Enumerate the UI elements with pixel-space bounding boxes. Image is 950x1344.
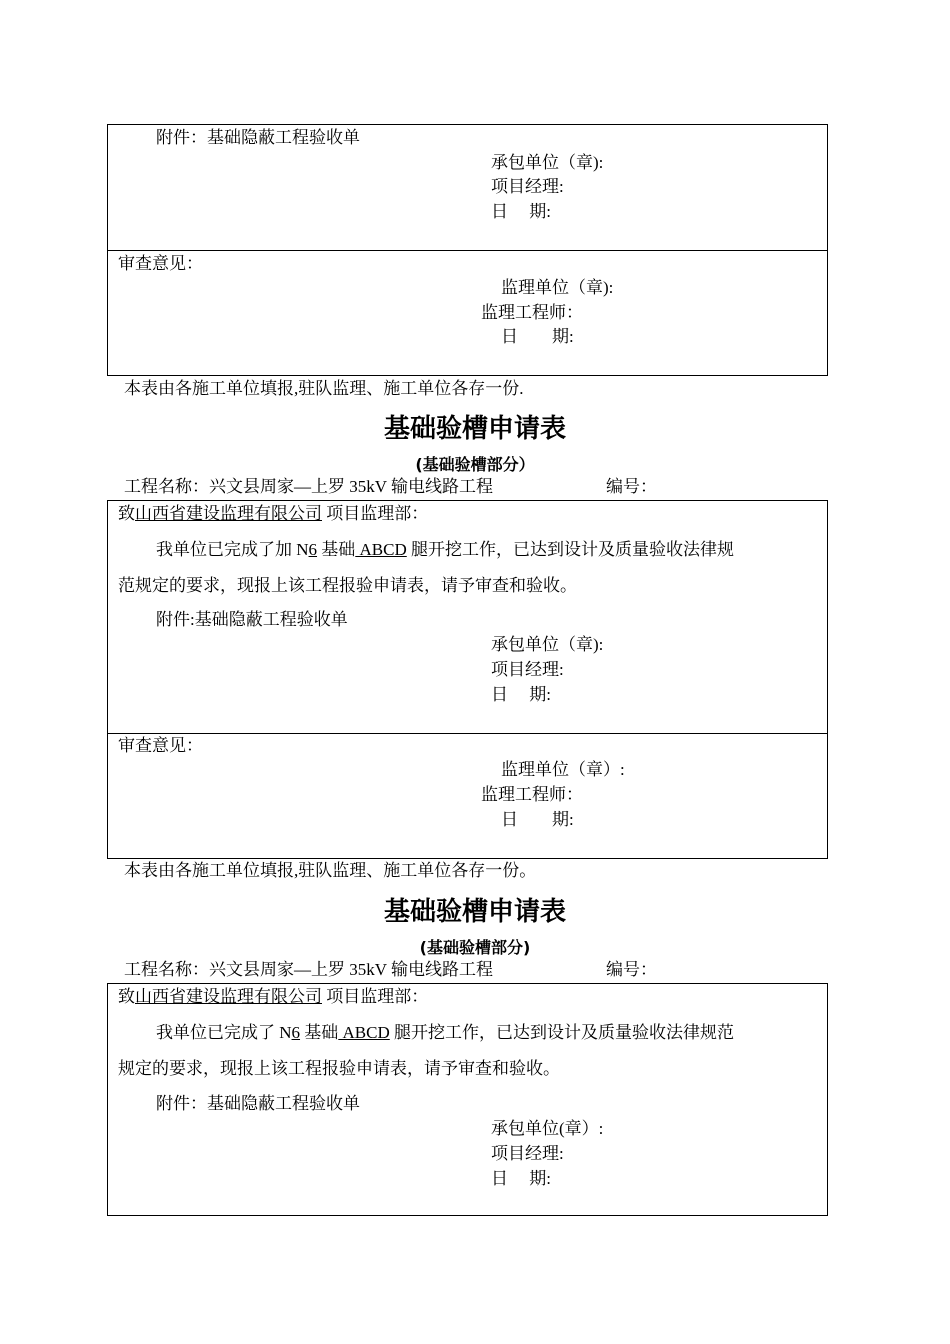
serial-number-label: 编号：: [606, 477, 657, 496]
serial-number-label: 编号：: [606, 960, 657, 979]
tower-number: 6: [308, 540, 318, 559]
date-label: 日 期:: [491, 1169, 551, 1188]
review-opinion-label: 审查意见：: [118, 254, 203, 273]
divider: [108, 250, 827, 251]
contractor-seal-label: 承包单位（章):: [491, 635, 604, 654]
legs-code: ABCD: [355, 540, 407, 559]
attachment-text: 附件:基础隐蔽工程验收单: [156, 610, 348, 629]
form-box-2: [107, 500, 828, 859]
date-label: 日 期:: [491, 685, 551, 704]
form-title: 基础验槽申请表: [383, 897, 566, 927]
project-name: 工程名称：兴文县周家—上罗 35kV 输电线路工程: [124, 960, 493, 979]
supervisor-seal-label: 监理单位（章）:: [501, 760, 625, 779]
footnote: 本表由各施工单位填报,驻队监理、施工单位各存一份.: [124, 379, 524, 398]
addressee-line: 致山西省建设监理有限公司 项目监理部：: [118, 987, 429, 1006]
form-subtitle: (基础验槽部分）: [415, 455, 535, 474]
supervision-company: 山西省建设监理有限公司: [135, 504, 322, 523]
divider: [108, 733, 827, 734]
supervisor-seal-label: 监理单位（章):: [501, 278, 614, 297]
supervision-company: 山西省建设监理有限公司: [135, 987, 322, 1006]
project-name: 工程名称：兴文县周家—上罗 35kV 输电线路工程: [124, 477, 493, 496]
body-line-2: 规定的要求，现报上该工程报验申请表，请予审查和验收。: [118, 1059, 560, 1078]
body-line-1: 我单位已完成了加 N6 基础 ABCD 腿开挖工作，已达到设计及质量验收法律规: [156, 540, 735, 559]
contractor-seal-label: 承包单位（章):: [491, 153, 604, 172]
date-label: 日 期:: [491, 202, 551, 221]
supervisor-date-label: 日 期:: [501, 327, 574, 346]
form-box-3: [107, 983, 828, 1216]
tower-number: 6: [291, 1023, 301, 1042]
project-manager-label: 项目经理:: [491, 177, 564, 196]
legs-code: ABCD: [338, 1023, 390, 1042]
body-line-2: 范规定的要求，现报上该工程报验申请表，请予审查和验收。: [118, 576, 577, 595]
supervisor-engineer-label: 监理工程师：: [481, 785, 583, 804]
contractor-seal-label: 承包单位(章）:: [491, 1119, 604, 1138]
body-line-1: 我单位已完成了 N6 基础 ABCD 腿开挖工作，已达到设计及质量验收法律规范: [156, 1023, 735, 1042]
attachment-text: 附件：基础隐蔽工程验收单: [156, 128, 360, 147]
supervisor-date-label: 日 期:: [501, 810, 574, 829]
form-title: 基础验槽申请表: [383, 414, 566, 444]
footnote: 本表由各施工单位填报,驻队监理、施工单位各存一份。: [124, 861, 537, 880]
form-box-1: [107, 124, 828, 376]
supervisor-engineer-label: 监理工程师：: [481, 303, 583, 322]
form-subtitle: (基础验槽部分): [419, 938, 531, 957]
project-manager-label: 项目经理:: [491, 660, 564, 679]
addressee-line: 致山西省建设监理有限公司 项目监理部：: [118, 504, 429, 523]
attachment-text: 附件：基础隐蔽工程验收单: [156, 1094, 360, 1113]
project-manager-label: 项目经理:: [491, 1144, 564, 1163]
review-opinion-label: 审查意见：: [118, 736, 203, 755]
